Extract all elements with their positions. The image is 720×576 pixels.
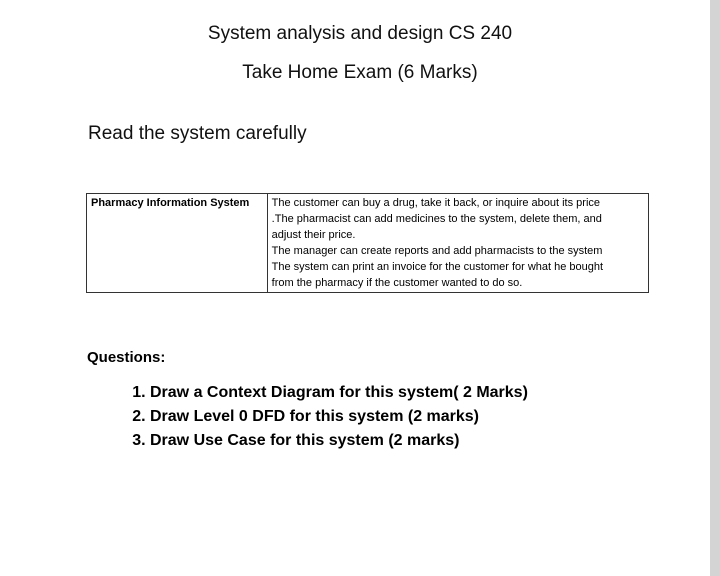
description-line: The customer can buy a drug, take it back, or inquire about its price xyxy=(271,197,601,209)
system-description-table xyxy=(86,193,649,293)
questions-heading: Questions: xyxy=(87,349,166,366)
table-row xyxy=(87,194,649,293)
questions-list xyxy=(128,381,528,453)
description-line: adjust their price. xyxy=(271,229,356,241)
system-name-cell: Pharmacy Information System xyxy=(87,194,268,293)
document-title: System analysis and design CS 240 xyxy=(207,23,513,44)
question-item: 3. Draw Use Case for this system (2 marks) xyxy=(150,429,528,453)
description-line: The system can print an invoice for the customer for what he bought xyxy=(271,261,604,273)
system-description-cell xyxy=(267,194,648,293)
description-line: .The pharmacist can add medicines to the system, delete them, and xyxy=(271,213,602,225)
description-line: from the pharmacy if the customer wanted to do so. xyxy=(271,277,523,289)
question-item: 1. Draw a Context Diagram for this system( 2 Marks) xyxy=(150,381,528,405)
description-line: The manager can create reports and add pharmacists to the system xyxy=(271,245,603,257)
question-item: 2. Draw Level 0 DFD for this system (2 marks) xyxy=(150,405,528,429)
document-subtitle: Take Home Exam (6 Marks) xyxy=(242,62,478,83)
intro-text: Read the system carefully xyxy=(88,123,307,144)
